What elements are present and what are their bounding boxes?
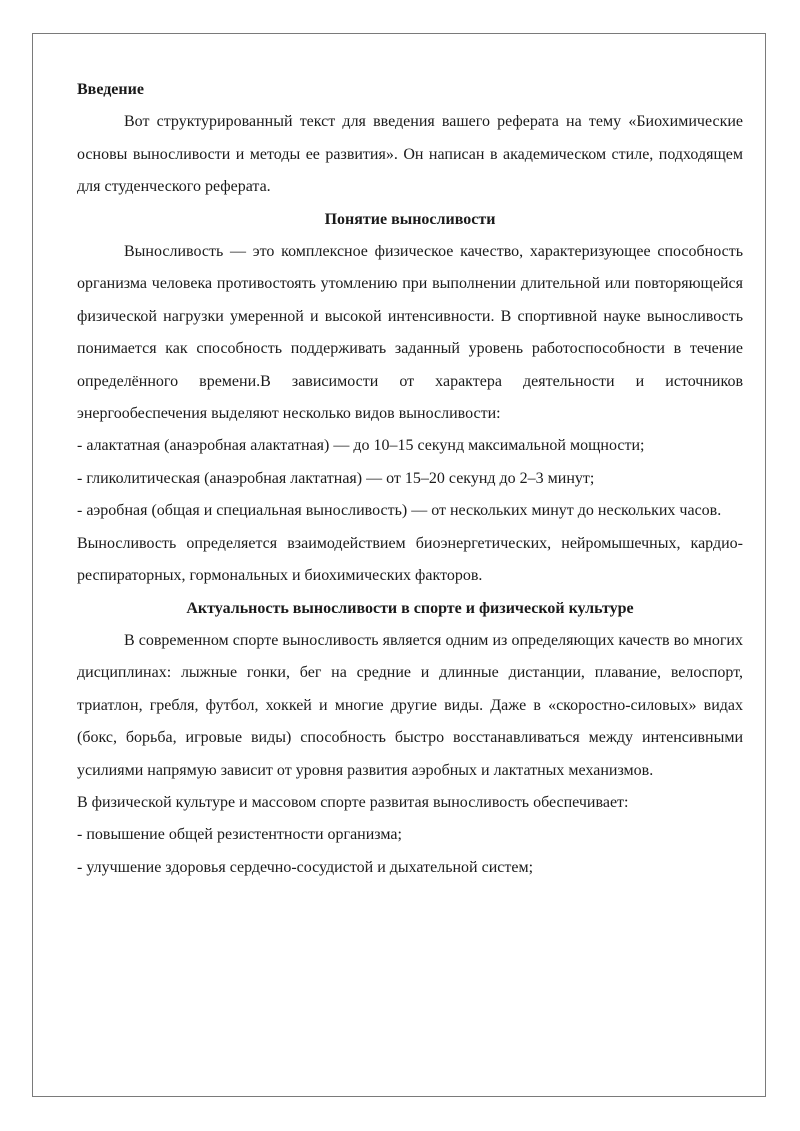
relevance-paragraph: В современном спорте выносливость является одним из определяющих качеств во многих дисциплинах: лыжные гонки, бег на средние и длинные дистанции, плавание, велоспорт, триатлон, гребля, футбол, хоккей и многие другие виды. Даже в «скоростно-силовых» видах (бокс, борьба, игровые виды) способность быстро восстанавливаться между интенсивными усилиями напрямую зависит от уровня развития аэробных и лактатных механизмов. bbox=[77, 631, 743, 779]
document-body bbox=[77, 74, 743, 884]
intro-paragraph: Вот структурированный текст для введения вашего реферата на тему «Биохимические основы выносливости и методы ее развития». Он написан в академическом стиле, подходящем для студенческого реферата. bbox=[77, 113, 743, 196]
document-page bbox=[32, 33, 766, 1097]
relevance-lead-line: В физической культуре и массовом спорте развитая выносливость обеспечивает: bbox=[77, 793, 629, 811]
endurance-factors-paragraph: Выносливость определяется взаимодействием биоэнергетических, нейромышечных, кардио-респираторных, гормональных и биохимических факторов. bbox=[77, 534, 743, 585]
section-heading-relevance: Актуальность выносливости в спорте и физической культуре bbox=[186, 599, 634, 617]
endurance-concept-paragraph: Выносливость — это комплексное физическое качество, характеризующее способность организма человека противостоять утомлению при выполнении длительной или повторяющейся физической нагрузки умеренной и высокой интенсивности. В спортивной науке выносливость понимается как способность поддерживать заданный уровень работоспособности в течение определённого времени.В зависимости от характера деятельности и источников энергообеспечения выделяют несколько видов выносливости: bbox=[77, 243, 743, 423]
intro-heading: Введение bbox=[77, 81, 144, 98]
list-item: - гликолитическая (анаэробная лактатная) — от 15–20 секунд до 2–3 минут; bbox=[77, 469, 595, 487]
list-item: - повышение общей резистентности организма; bbox=[77, 826, 402, 844]
list-item: - алактатная (анаэробная алактатная) — до 10–15 секунд максимальной мощности; bbox=[77, 437, 645, 455]
list-item: - улучшение здоровья сердечно-сосудистой и дыхательной систем; bbox=[77, 858, 534, 876]
section-heading-endurance-concept: Понятие выносливости bbox=[324, 210, 496, 228]
list-item: - аэробная (общая и специальная выносливость) — от нескольких минут до нескольких часов. bbox=[77, 502, 722, 520]
